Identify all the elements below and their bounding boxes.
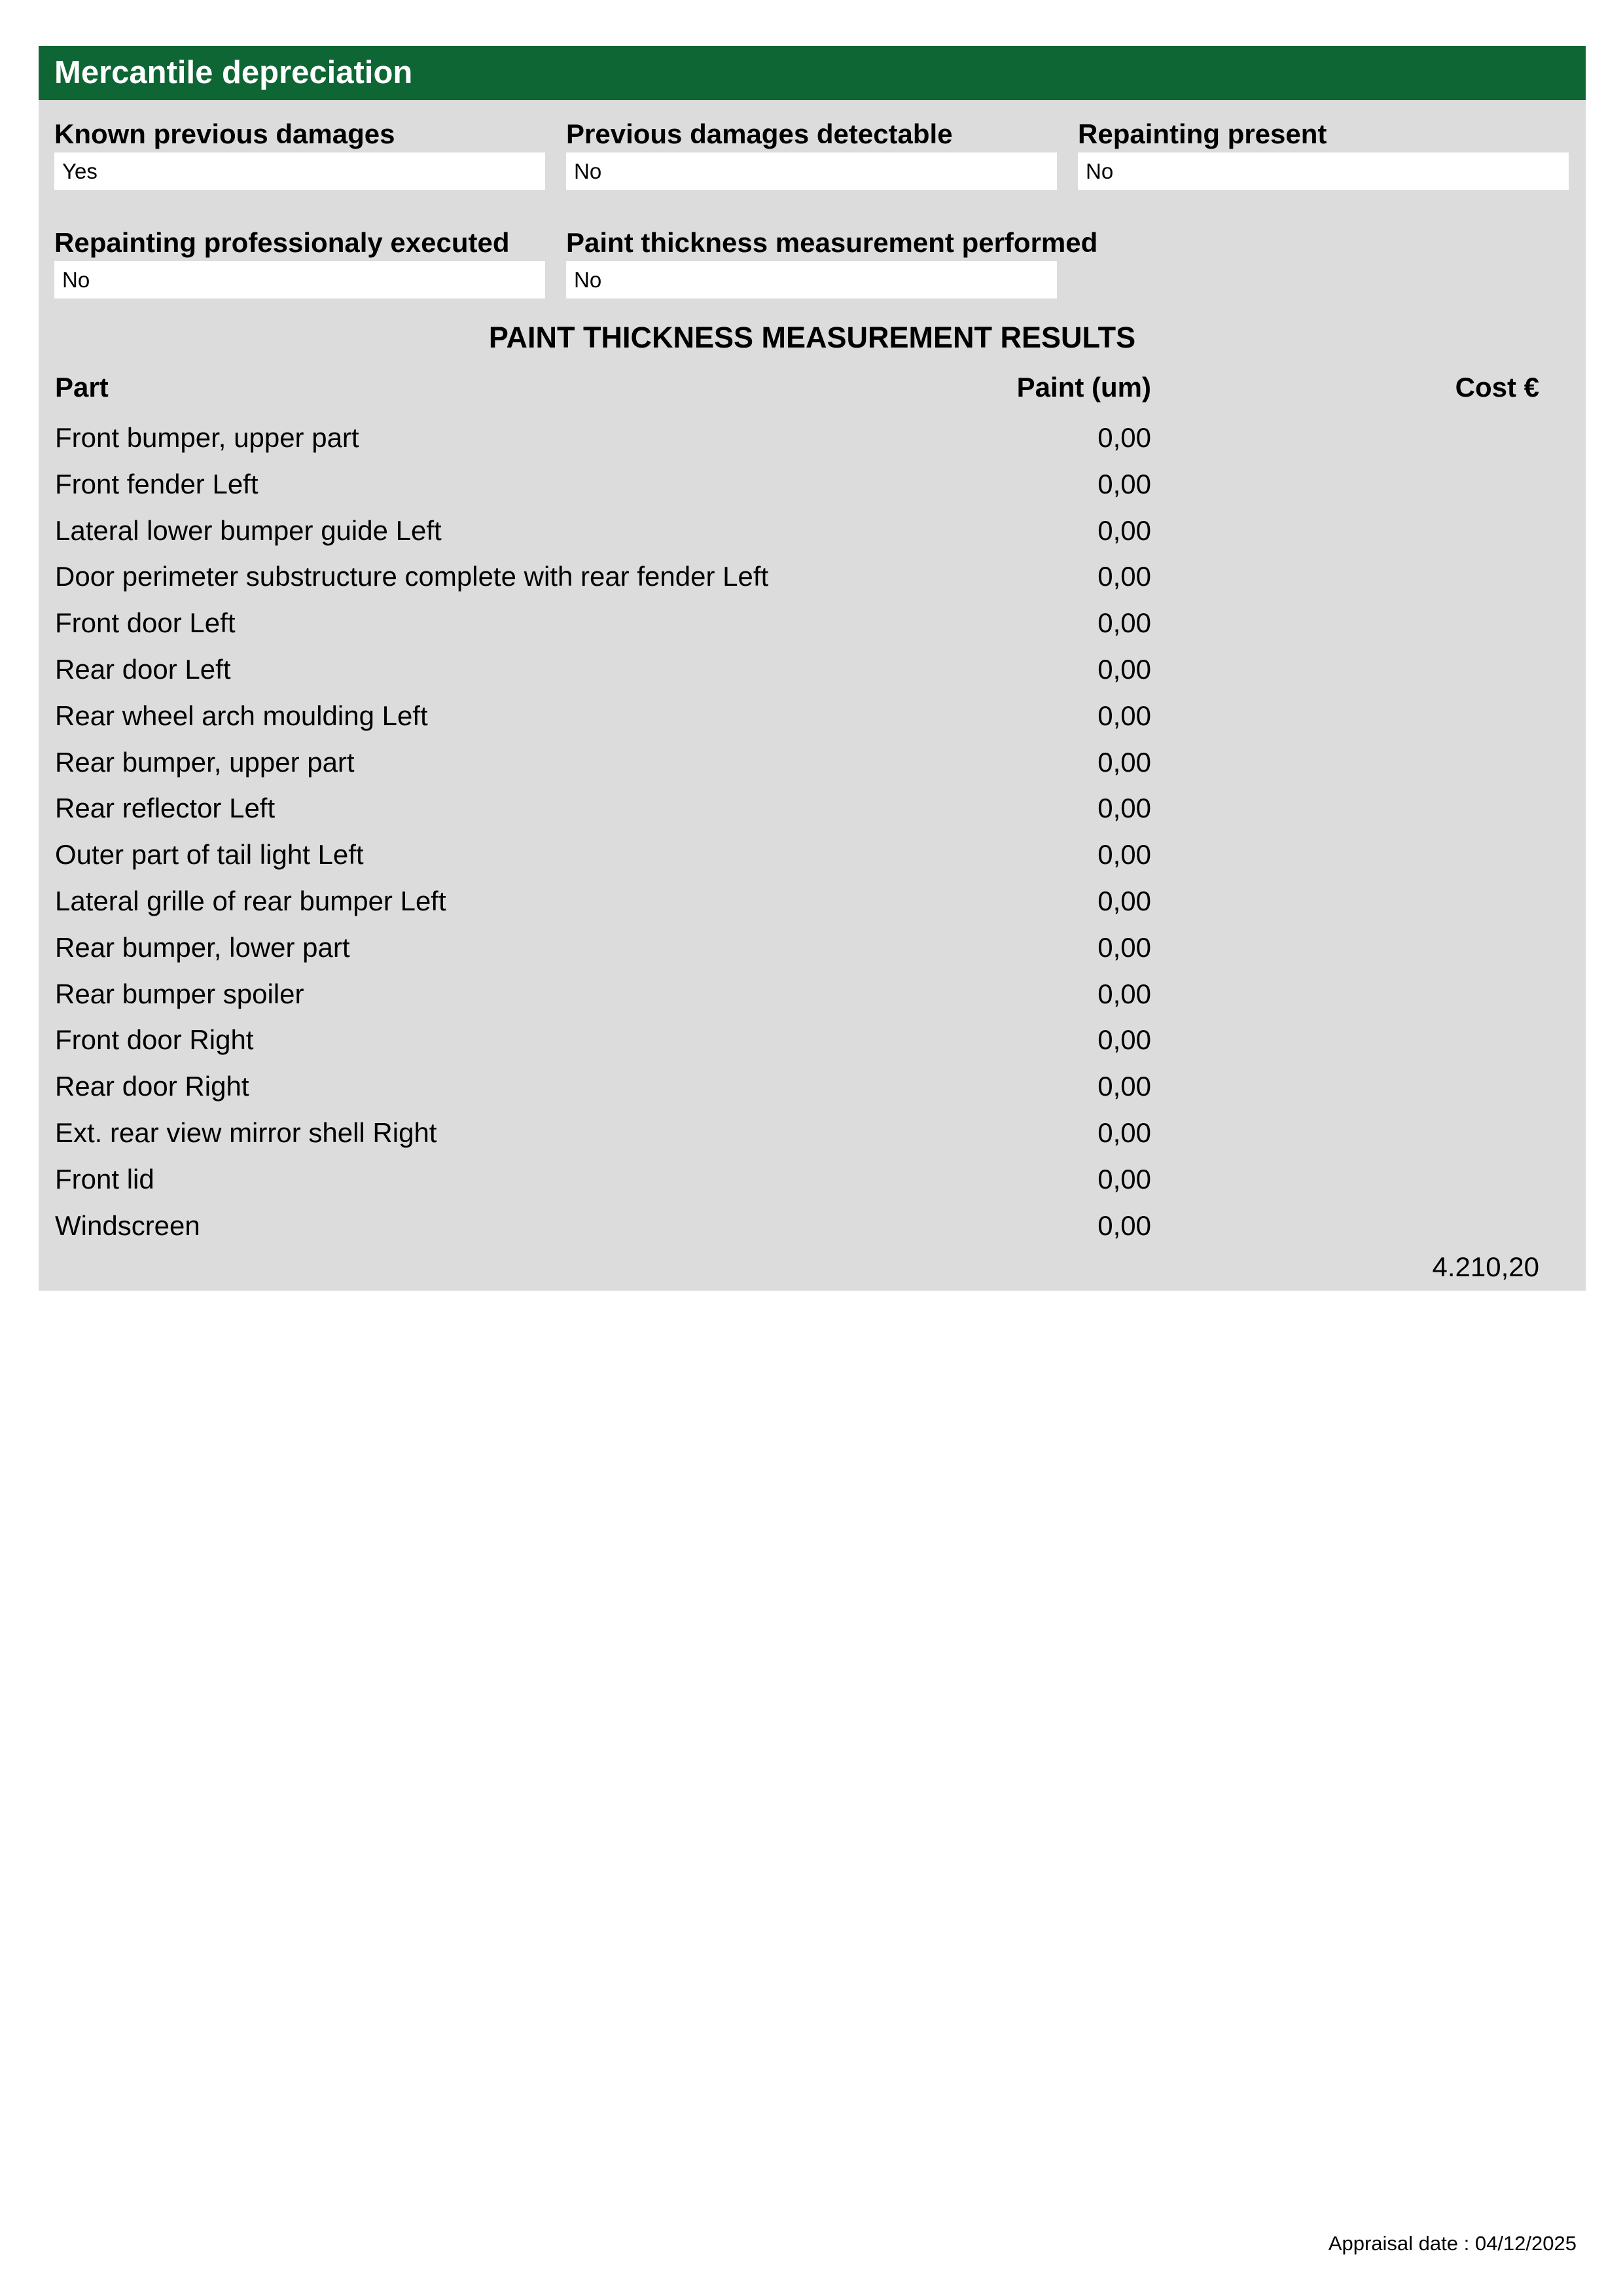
paint-value: 0,00 [1097, 746, 1151, 778]
part-name: Ext. rear view mirror shell Right [55, 1117, 437, 1148]
part-name: Rear reflector Left [55, 793, 276, 824]
part-name: Front door Right [55, 1024, 254, 1056]
paint-value: 0,00 [1097, 793, 1151, 824]
part-name: Rear bumper spoiler [55, 978, 304, 1009]
paint-value: 0,00 [1097, 885, 1151, 916]
repainting-professionaly-executed-field [54, 227, 545, 298]
total-cost: 4.210,20 [1432, 1251, 1539, 1282]
known-previous-damages-value: Yes [54, 152, 545, 190]
table-row [39, 508, 1586, 554]
paint-value: 0,00 [1097, 468, 1151, 499]
paint-value: 0,00 [1097, 561, 1151, 592]
paint-thickness-measurement-performed-field [566, 227, 1098, 298]
results-title: PAINT THICKNESS MEASUREMENT RESULTS [488, 321, 1136, 354]
known-previous-damages-field [54, 118, 545, 190]
mercantile-depreciation-section [39, 46, 1586, 1291]
paint-value: 0,00 [1097, 607, 1151, 639]
appraisal-date: Appraisal date : 04/12/2025 [1328, 2232, 1577, 2255]
paint-value: 0,00 [1097, 1117, 1151, 1148]
table-row [39, 647, 1586, 693]
table-row [39, 925, 1586, 971]
table-row [39, 740, 1586, 786]
part-name: Outer part of tail light Left [55, 839, 364, 870]
table-row [39, 1110, 1586, 1157]
part-name: Rear door Right [55, 1071, 249, 1102]
table-row [39, 461, 1586, 508]
paint-value: 0,00 [1097, 978, 1151, 1009]
repainting-professionaly-executed-value: No [54, 261, 545, 298]
table-row [39, 785, 1586, 832]
table-row [39, 554, 1586, 600]
paint-value: 0,00 [1097, 839, 1151, 870]
column-header-part: Part [55, 372, 109, 403]
part-name: Rear door Left [55, 653, 231, 685]
previous-damages-detectable-field [566, 118, 1057, 190]
column-header-paint: Paint (um) [1016, 372, 1151, 403]
table-row [39, 1157, 1586, 1203]
paint-value: 0,00 [1097, 1071, 1151, 1102]
part-name: Rear bumper, lower part [55, 931, 350, 963]
field-label: Repainting professionaly executed [54, 227, 510, 258]
field-label: Paint thickness measurement performed [566, 227, 1098, 258]
paint-value: 0,00 [1097, 422, 1151, 453]
table-row [39, 971, 1586, 1018]
part-name: Lateral grille of rear bumper Left [55, 885, 446, 916]
paint-value: 0,00 [1097, 653, 1151, 685]
part-name: Front door Left [55, 607, 236, 639]
field-label: Known previous damages [54, 118, 395, 149]
paint-value: 0,00 [1097, 700, 1151, 731]
table-row [39, 693, 1586, 740]
paint-value: 0,00 [1097, 1163, 1151, 1194]
column-header-cost: Cost € [1455, 372, 1539, 403]
part-name: Lateral lower bumper guide Left [55, 514, 442, 546]
repainting-present-field [1078, 118, 1569, 190]
table-row [39, 832, 1586, 878]
paint-value: 0,00 [1097, 931, 1151, 963]
repainting-present-value: No [1078, 152, 1569, 190]
table-row [39, 415, 1586, 461]
results-table [39, 415, 1586, 1249]
field-label: Previous damages detectable [566, 118, 953, 149]
paint-value: 0,00 [1097, 1024, 1151, 1056]
table-row [39, 878, 1586, 925]
part-name: Rear wheel arch moulding Left [55, 700, 428, 731]
part-name: Front fender Left [55, 468, 259, 499]
paint-value: 0,00 [1097, 1210, 1151, 1241]
table-row [39, 1064, 1586, 1110]
part-name: Front bumper, upper part [55, 422, 359, 453]
previous-damages-detectable-value: No [566, 152, 1057, 190]
field-label: Repainting present [1078, 118, 1327, 149]
paint-value: 0,00 [1097, 514, 1151, 546]
part-name: Front lid [55, 1163, 154, 1194]
paint-thickness-measurement-performed-value: No [566, 261, 1057, 298]
part-name: Windscreen [55, 1210, 200, 1241]
table-row [39, 1203, 1586, 1249]
section-title: Mercantile depreciation [39, 46, 1586, 100]
part-name: Rear bumper, upper part [55, 746, 355, 778]
table-row [39, 1017, 1586, 1064]
part-name: Door perimeter substructure complete with rear fender Left [55, 561, 769, 592]
table-row [39, 600, 1586, 647]
